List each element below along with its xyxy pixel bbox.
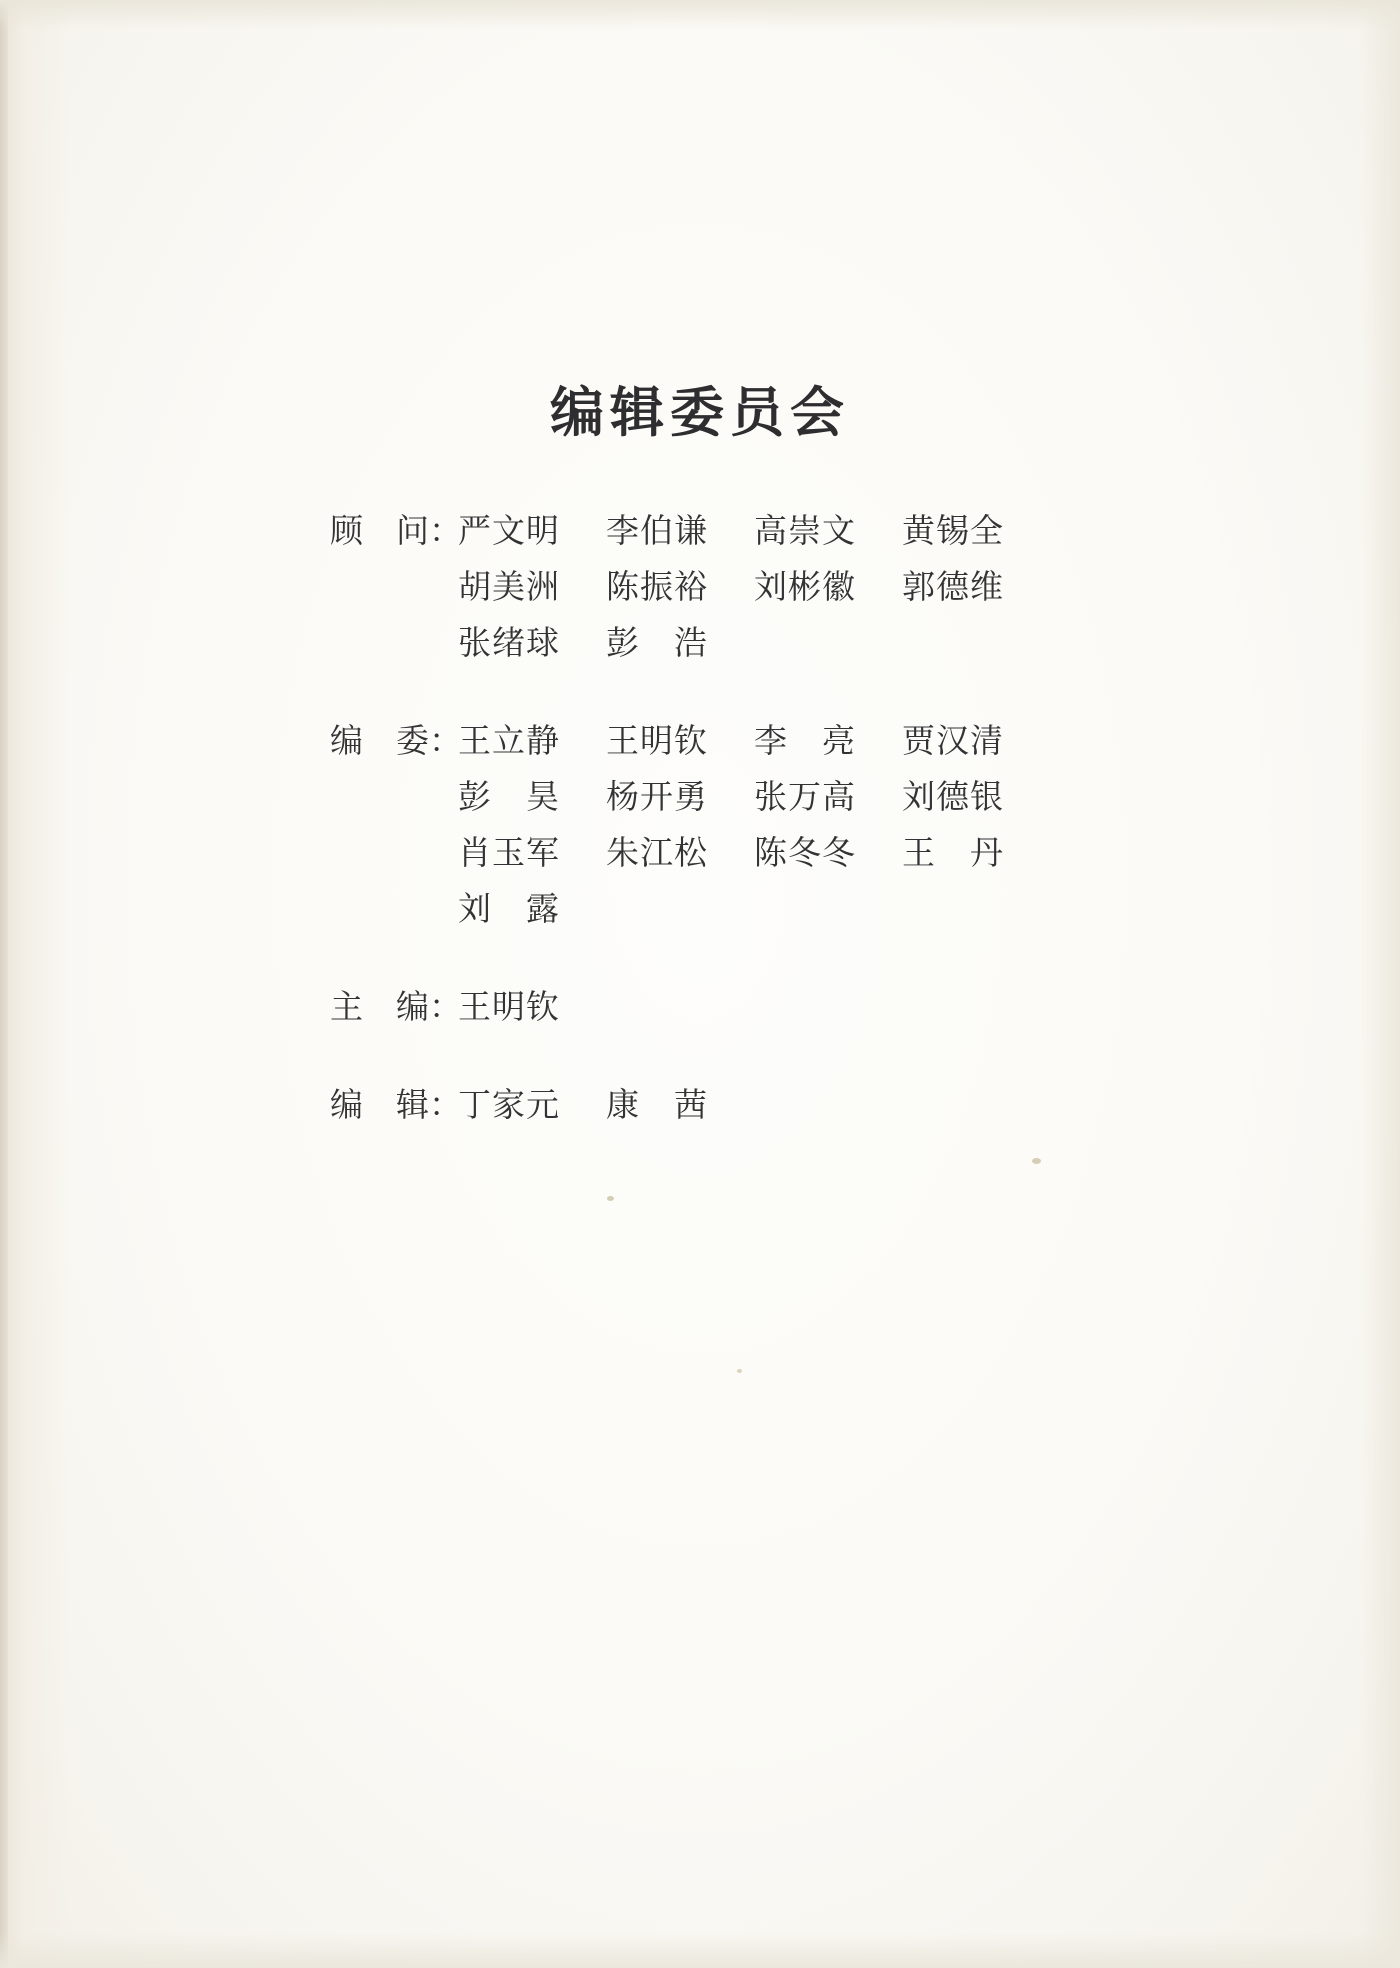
- person-name: 刘彬徽: [754, 567, 856, 606]
- person-name: 肖玉军: [458, 833, 560, 872]
- person-name: 严文明: [458, 511, 560, 550]
- person-name: 王明钦: [458, 987, 560, 1026]
- name-group: [458, 1079, 754, 1126]
- name-row: [330, 771, 1110, 827]
- section-label: 编 委：: [330, 721, 462, 760]
- person-name: 张万高: [754, 777, 856, 816]
- paper-speck: [1032, 1158, 1041, 1164]
- person-name: 康 茜: [606, 1085, 708, 1124]
- name-group: [458, 561, 1050, 608]
- person-name: 陈振裕: [606, 567, 708, 606]
- section-label: 顾 问：: [330, 511, 462, 550]
- section-chief-editor: [330, 981, 1110, 1037]
- person-name: 胡美洲: [458, 567, 560, 606]
- name-row: [330, 981, 1110, 1037]
- name-row: [330, 715, 1110, 771]
- person-name: 李 亮: [754, 721, 856, 760]
- paper-speck: [607, 1196, 614, 1201]
- person-name: 王 丹: [902, 833, 1004, 872]
- section-editorial-members: [330, 715, 1110, 939]
- name-group: [458, 617, 754, 664]
- section-label: 主 编：: [330, 987, 462, 1026]
- section-editors: [330, 1079, 1110, 1135]
- section-advisors: [330, 505, 1110, 673]
- person-name: 王立静: [458, 721, 560, 760]
- person-name: 高崇文: [754, 511, 856, 550]
- person-name: 刘 露: [458, 889, 560, 928]
- name-row: [330, 827, 1110, 883]
- person-name: 朱江松: [606, 833, 708, 872]
- person-name: 彭 昊: [458, 777, 560, 816]
- person-name: 丁家元: [458, 1085, 560, 1124]
- name-group: [458, 827, 1050, 874]
- name-row: [330, 1079, 1110, 1135]
- person-name: 陈冬冬: [754, 833, 856, 872]
- person-name: 刘德银: [902, 777, 1004, 816]
- name-group: [458, 771, 1050, 818]
- person-name: 贾汉清: [902, 721, 1004, 760]
- person-name: 彭 浩: [606, 623, 708, 662]
- person-name: 黄锡全: [902, 511, 1004, 550]
- name-group: [458, 505, 1050, 552]
- editorial-board-list: [330, 505, 1110, 1177]
- name-row: [330, 617, 1110, 673]
- person-name: 杨开勇: [606, 777, 708, 816]
- person-name: 李伯谦: [606, 511, 708, 550]
- person-name: 郭德维: [902, 567, 1004, 606]
- page-title: 编辑委员会: [550, 380, 850, 444]
- person-name: 王明钦: [606, 721, 708, 760]
- name-group: [458, 981, 600, 1028]
- name-row: [330, 505, 1110, 561]
- section-label: 编 辑：: [330, 1085, 462, 1124]
- paper-speck: [737, 1369, 742, 1373]
- name-group: [458, 883, 606, 930]
- name-group: [458, 715, 1050, 762]
- name-row: [330, 883, 1110, 939]
- name-row: [330, 561, 1110, 617]
- person-name: 张绪球: [458, 623, 560, 662]
